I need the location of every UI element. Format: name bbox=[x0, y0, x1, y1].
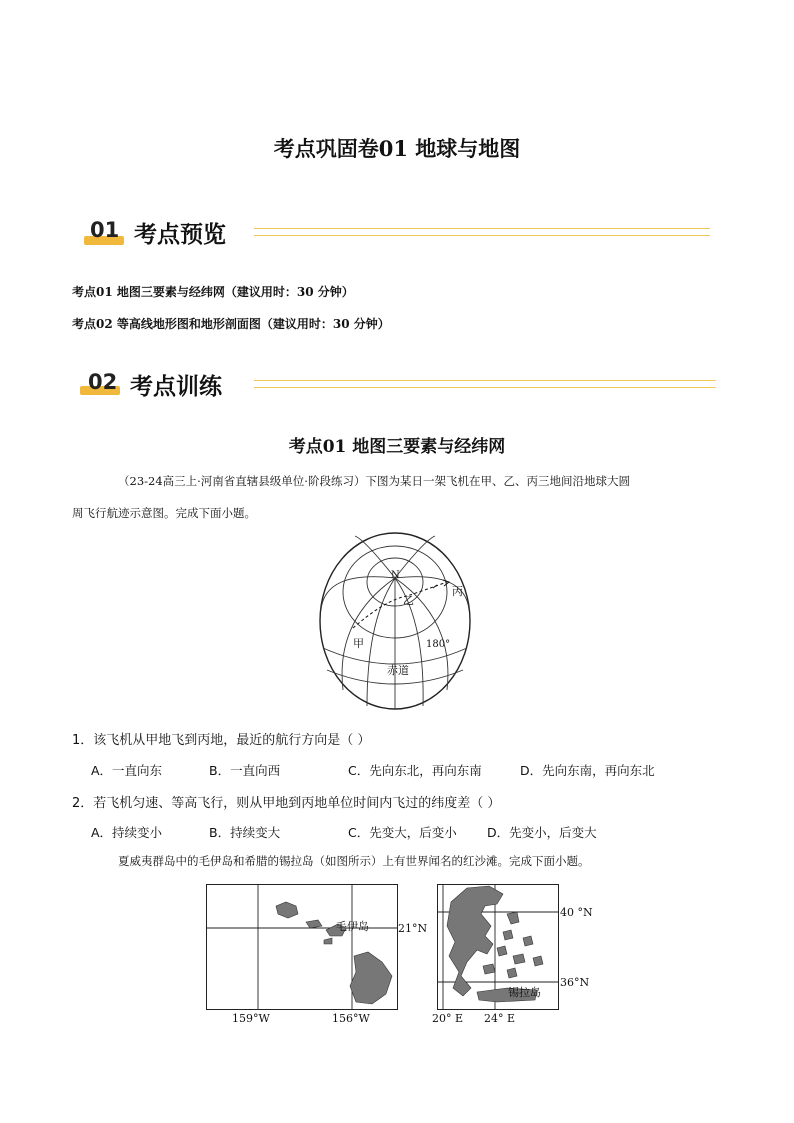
question-1-stem: 1．该飞机从甲地飞到丙地，最近的航行方向是（ ） bbox=[72, 733, 371, 748]
intro-paragraph-line1: （23-24高三上·河南省直辖县级单位·阶段练习）下图为某日一架飞机在甲、乙、丙三地间沿地球大圆 bbox=[118, 474, 630, 488]
toc-item-2: 考点02 等高线地形图和地形剖面图（建议用时：30 分钟） bbox=[72, 317, 390, 331]
section-label: 考点预览 bbox=[134, 222, 226, 248]
section-divider bbox=[254, 380, 716, 388]
globe-label-north: N bbox=[391, 570, 400, 581]
map-greece-island-label: 锡拉岛 bbox=[508, 986, 541, 999]
globe-figure bbox=[315, 530, 475, 712]
section-divider bbox=[254, 228, 710, 236]
globe-label-equator: 赤道 bbox=[387, 664, 409, 677]
map-hawaii-island-label: 毛伊岛 bbox=[336, 920, 369, 933]
map-greece-lat1-label: 40 °N bbox=[560, 906, 593, 919]
question-1-option-d[interactable]: D．先向东南，再向东北 bbox=[520, 763, 655, 778]
section-number: 02 bbox=[88, 370, 118, 394]
page-title: 考点巩固卷01 地球与地图 bbox=[273, 136, 521, 161]
toc-item-1: 考点01 地图三要素与经纬网（建议用时：30 分钟） bbox=[72, 285, 354, 299]
section-header-training bbox=[82, 368, 722, 402]
map-hawaii-lon1-label: 159°W bbox=[232, 1012, 270, 1025]
section-header-preview bbox=[82, 216, 722, 250]
section-number: 01 bbox=[90, 218, 120, 242]
question-1-option-a[interactable]: A．一直向东 bbox=[91, 763, 163, 778]
intro-paragraph-2: 夏威夷群岛中的毛伊岛和希腊的锡拉岛（如图所示）上有世界闻名的红沙滩。完成下面小题。 bbox=[118, 854, 590, 868]
map-hawaii-lon2-label: 156°W bbox=[332, 1012, 370, 1025]
globe-label-bing: 丙 bbox=[452, 585, 463, 598]
question-1-option-c[interactable]: C．先向东北，再向东南 bbox=[348, 763, 482, 778]
map-hawaii-lat-label: 21°N bbox=[398, 922, 428, 935]
question-2-option-c[interactable]: C．先变大，后变小 bbox=[348, 825, 457, 840]
map-greece-lon2-label: 24° E bbox=[484, 1012, 516, 1025]
globe-label-180: 180° bbox=[426, 639, 451, 650]
map-greece-lat2-label: 36°N bbox=[560, 976, 590, 989]
question-2-option-d[interactable]: D．先变小，后变大 bbox=[487, 825, 597, 840]
question-2-option-a[interactable]: A．持续变小 bbox=[91, 825, 163, 840]
question-1-option-b[interactable]: B．一直向西 bbox=[209, 763, 281, 778]
section-label: 考点训练 bbox=[130, 374, 222, 400]
map-greece-lon1-label: 20° E bbox=[432, 1012, 464, 1025]
subsection-title: 考点01 地图三要素与经纬网 bbox=[288, 437, 506, 457]
globe-label-yi: 乙 bbox=[403, 594, 414, 607]
question-2-option-b[interactable]: B．持续变大 bbox=[209, 825, 281, 840]
intro-paragraph-line2: 周飞行航迹示意图。完成下面小题。 bbox=[72, 506, 256, 520]
question-2-stem: 2．若飞机匀速、等高飞行，则从甲地到丙地单位时间内飞过的纬度差（ ） bbox=[72, 796, 501, 811]
map-hawaii bbox=[206, 884, 398, 1010]
globe-label-jia: 甲 bbox=[353, 637, 364, 650]
